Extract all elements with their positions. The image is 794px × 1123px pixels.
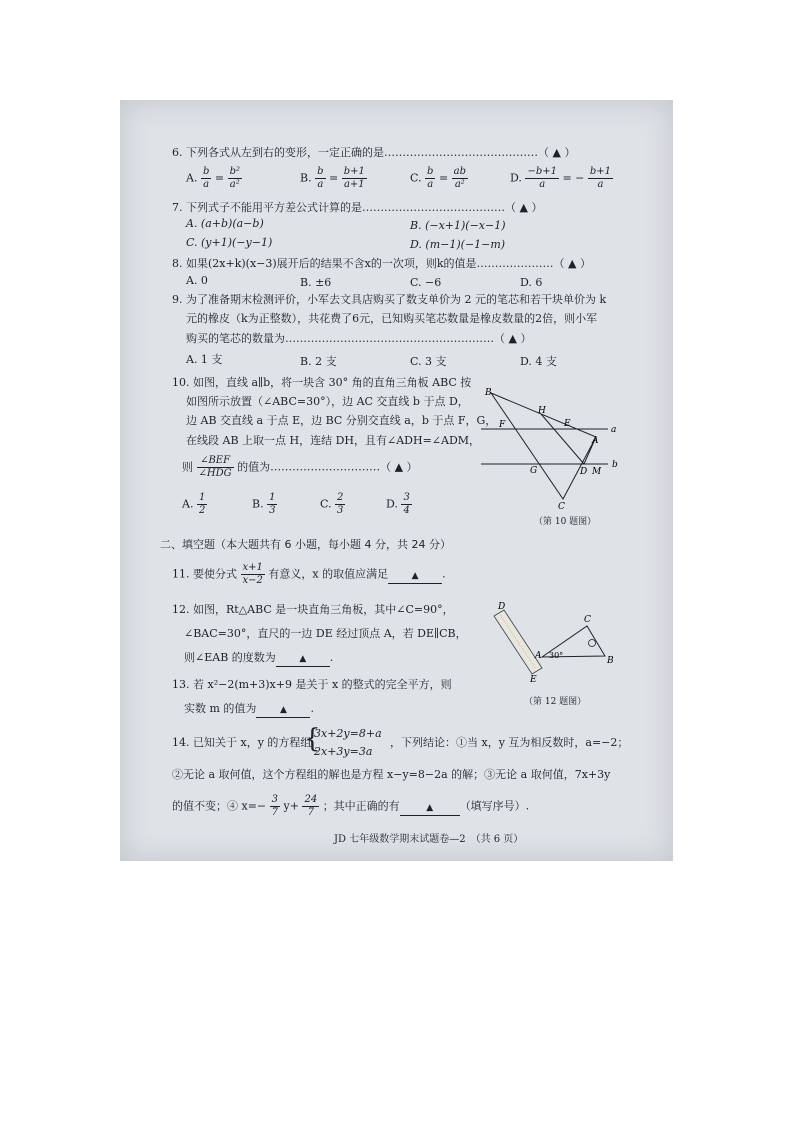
label-g: G [530, 466, 538, 476]
label-f: F [499, 420, 506, 430]
q14-line-2: ②无论 a 取何值，这个方程组的解也是方程 x−y=8−2a 的解；③无论 a 取何值，7x+3y [172, 768, 611, 781]
q14-line-1-pre: 14. 已知关于 x，y 的方程组 [172, 736, 312, 749]
q14-line-3: 的值不变；④ x=− $\frac{3}{7}$ y+ $\frac{24}{7}$ ；其中正确的有 ▲ （填写序号）. [172, 794, 530, 818]
q6-option-b: B. $\frac{b}{a}$ = $\frac{b+1}{a+1}$ [300, 166, 365, 190]
q10-line-3: 边 AB 交直线 a 于点 E，边 BC 分别交直线 a，b 于点 F，G， [186, 414, 497, 427]
label-h: H [538, 406, 546, 416]
q9-line-2: 元的橡皮（k为正整数），共花费了6元，已知购买笔芯数量是橡皮数量的2倍，则小军 [186, 312, 598, 325]
section-2-heading: 二、填空题（本大题共有 6 小题，每小题 4 分，共 24 分） [160, 538, 451, 551]
label-b-vertex: B [485, 388, 492, 398]
figure-10 [475, 385, 625, 525]
q8-option-c: C. −6 [410, 276, 442, 289]
figure-10-caption: （第 10 题图） [534, 517, 597, 527]
q10-line-1: 10. 如图，直线 a∥b，将一块含 30° 角的直角三角板 ABC 按 [172, 376, 472, 389]
q13-line-1: 13. 若 x²−2(m+3)x+9 是关于 x 的整式的完全平方，则 [172, 678, 452, 691]
q8-option-b: B. ±6 [300, 276, 332, 289]
label-line-b: b [612, 460, 618, 470]
figure-12-caption: （第 12 题图） [524, 697, 587, 707]
q10-option-a: A. $\frac{1}{2}$ [182, 492, 206, 516]
q14-equation-1: 3x+2y=8+a [314, 727, 382, 740]
label-e-12: E [530, 675, 537, 685]
triangle-hole [589, 640, 596, 647]
label-e: E [564, 419, 571, 429]
q14-line-1-post: ，下列结论：①当 x，y 互为相反数时，a=−2； [390, 736, 629, 749]
label-b-12: B [607, 656, 614, 666]
q8-stem: 8. 如果(2x+k)(x−3)展开后的结果不含x的一次项，则k的值是…………………（ ▲ ） [172, 257, 591, 270]
q10-line-2: 如图所示放置（∠ABC=30°），边 AC 交直线 b 于点 D， [186, 395, 469, 408]
q10-line-5: 则 $\frac{\text{∠BEF}}{\text{∠HDG}}$ 的值为…………………………（ ▲ ） [182, 455, 418, 479]
q7-option-b: B. (−x+1)(−x−1) [410, 219, 506, 232]
q6-stem: 6. 下列各式从左到右的变形，一定正确的是……………………………………（ ▲ ） [172, 146, 576, 159]
q10-option-b: B. $\frac{1}{3}$ [252, 492, 276, 516]
q6-option-a: A. $\frac{b}{a}$ = $\frac{\text{b²}}{\text{a²}}$ [186, 166, 240, 190]
q12-line-3: 则∠EAB 的度数为 ▲ . [184, 651, 333, 667]
q9-line-3: 购买的笔芯的数量为…………………………………………………（ ▲ ） [186, 332, 532, 345]
q9-option-d: D. 4 支 [520, 355, 557, 368]
q6-option-d: D. $\frac{-b+1}{a}$ = − $\frac{b+1}{a}$ [510, 166, 612, 190]
ruler-icon [494, 610, 542, 674]
figure-12 [490, 600, 620, 685]
label-a-vertex: A [592, 436, 599, 446]
q10-option-c: C. $\frac{2}{3}$ [320, 492, 344, 516]
q10-option-d: D. $\frac{3}{4}$ [386, 492, 410, 516]
q7-option-c: C. (y+1)(−y−1) [186, 236, 273, 249]
label-d-12: D [498, 602, 506, 612]
q14-brace: { [304, 724, 321, 754]
q7-option-d: D. (m−1)(−1−m) [410, 238, 506, 251]
q7-stem: 7. 下列式子不能用平方差公式计算的是…………………………………（ ▲ ） [172, 201, 543, 214]
q6-option-c: C. $\frac{b}{a}$ = $\frac{ab}{\text{a²}}$ [410, 166, 467, 190]
q14-equation-2: 2x+3y=3a [314, 745, 373, 758]
q12-line-2: ∠BAC=30°，直尺的一边 DE 经过顶点 A，若 DE∥CB， [184, 627, 467, 640]
label-a-12: A [535, 651, 542, 661]
exam-page [120, 100, 673, 861]
q9-option-c: C. 3 支 [410, 355, 447, 368]
label-c-12: C [584, 615, 591, 625]
q7-option-a: A. (a+b)(a−b) [186, 217, 264, 230]
label-m: M [592, 467, 602, 477]
q12-line-1: 12. 如图，Rt△ABC 是一块直角三角板，其中∠C=90°， [172, 603, 454, 616]
label-d: D [580, 467, 588, 477]
q9-line-1: 9. 为了准备期末检测评价，小军去文具店购买了数支单价为 2 元的笔芯和若干块单价为 k [172, 293, 607, 306]
segment-dh [541, 414, 584, 464]
label-c-vertex: C [558, 502, 565, 512]
q9-option-a: A. 1 支 [186, 353, 223, 366]
q11: 11. 要使分式 $\frac{x+1}{x-2}$ 有意义，x 的取值应满足 ▲ . [172, 562, 446, 586]
label-line-a: a [611, 425, 617, 435]
q8-option-d: D. 6 [520, 276, 543, 289]
q9-option-b: B. 2 支 [300, 355, 337, 368]
page-footer: JD 七年级数学期末试题卷—2 （共 6 页） [334, 834, 524, 845]
q10-line-4: 在线段 AB 上取一点 H，连结 DH，且有∠ADH=∠ADM， [186, 434, 481, 447]
label-angle-12: 30° [549, 651, 564, 660]
q13-line-2: 实数 m 的值为 ▲ . [184, 702, 314, 718]
q8-option-a: A. 0 [186, 274, 208, 287]
